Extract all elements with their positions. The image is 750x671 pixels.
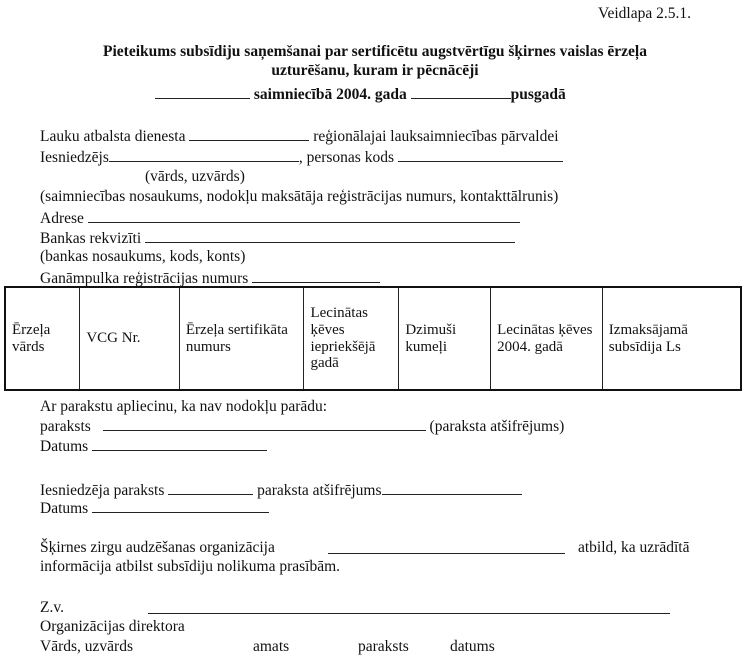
personal-code-blank[interactable]	[398, 148, 563, 162]
footer-name-label: Vārds, uzvārds	[40, 638, 133, 655]
applicant-row	[40, 148, 563, 166]
title-line-3-text: saimniecībā 2004. gada	[253, 86, 407, 103]
personal-code-label: , personas kods	[298, 149, 395, 166]
lad-row	[40, 127, 559, 145]
farm-blank[interactable]	[155, 85, 250, 99]
col-foals-born: Dzimuši kumeļi	[399, 287, 491, 390]
applicant-decode-label: paraksta atšifrējums	[257, 482, 382, 499]
address-row	[40, 209, 520, 227]
name-hint: (vārds, uzvārds)	[145, 168, 245, 185]
title-line-3	[155, 85, 566, 103]
bank-hint: (bankas nosaukums, kods, konts)	[40, 248, 246, 265]
declaration-signature-blank[interactable]	[103, 417, 426, 431]
declaration-signature-decode: (paraksta atšifrējums)	[429, 418, 565, 435]
herd-blank[interactable]	[252, 269, 380, 283]
title-line-2: uzturēšanu, kuram ir pēcnācēji	[271, 62, 479, 79]
declaration-date-blank[interactable]	[92, 437, 267, 451]
breeding-org-blank[interactable]	[328, 540, 565, 554]
applicant-blank[interactable]	[109, 148, 299, 162]
col-stallion-name: Ērzeļa vārds	[5, 287, 80, 390]
col-vcg-nr: VCG Nr.	[80, 287, 180, 390]
breeding-org-label: Šķirnes zirgu audzēšanas organizācija	[40, 539, 275, 556]
applicant-label: Iesniedzējs	[40, 149, 109, 166]
bank-blank[interactable]	[145, 229, 515, 243]
declaration-date-row	[40, 437, 267, 455]
applicant-date-row	[40, 499, 269, 517]
lad-suffix: reģionālajai lauksaimniecības pārvaldei	[313, 128, 559, 145]
address-label: Adrese	[40, 210, 84, 227]
applicant-decode-blank[interactable]	[382, 481, 522, 495]
address-blank[interactable]	[88, 209, 520, 223]
seal-label: Z.v.	[40, 599, 64, 616]
bank-row	[40, 229, 515, 247]
director-signature-line[interactable]	[148, 613, 670, 614]
declaration-signature-label: paraksts	[40, 418, 91, 435]
director-label: Organizācijas direktora	[40, 618, 185, 635]
col-mares-prev-year: Lecinātas ķēves iepriekšējā gadā	[304, 287, 399, 390]
bank-label: Bankas rekvizīti	[40, 230, 142, 247]
table-header-row	[5, 287, 741, 390]
applicant-sign-blank[interactable]	[168, 481, 253, 495]
col-certificate-number: Ērzeļa sertifikāta numurs	[179, 287, 304, 390]
applicant-sign-label: Iesniedzēja paraksts	[40, 482, 165, 499]
breeding-org-suffix: atbild, ka uzrādītā	[578, 539, 690, 556]
lad-prefix: Lauku atbalsta dienesta	[40, 128, 186, 145]
herd-label: Ganāmpulka reģistrācijas numurs	[40, 270, 249, 287]
applicant-date-blank[interactable]	[92, 499, 269, 513]
applicant-sign-row	[40, 481, 522, 499]
title-line-3-end: pusgadā	[510, 86, 566, 103]
applicant-date-label: Datums	[40, 500, 89, 517]
footer-position-label: amats	[253, 638, 290, 655]
col-subsidy-payable: Izmaksājamā subsīdija Ls	[602, 287, 741, 390]
title-line-1: Pieteikums subsīdiju saņemšanai par sertificētu augstvērtīgu šķirnes vaislas ērzeļa	[103, 43, 647, 60]
breeding-org-line2: informācija atbilst subsīdiju nolikuma prasībām.	[40, 558, 341, 575]
form-number: Veidlapa 2.5.1.	[598, 5, 691, 22]
footer-date-label: datums	[450, 638, 495, 655]
declaration-statement: Ar parakstu apliecinu, ka nav nodokļu parādu:	[40, 398, 328, 415]
farm-hint: (saimniecības nosaukums, nodokļu maksātāja reģistrācijas numurs, kontakttālrunis)	[40, 188, 559, 205]
herd-row	[40, 269, 380, 287]
stallion-table	[4, 286, 742, 391]
breeding-org-blank-wrap	[328, 540, 565, 558]
col-mares-2004: Lecinātas ķēves 2004. gadā	[491, 287, 603, 390]
footer-signature-label: paraksts	[358, 638, 409, 655]
lad-blank[interactable]	[189, 127, 309, 141]
declaration-signature-row	[40, 417, 564, 435]
declaration-date-label: Datums	[40, 438, 89, 455]
half-year-blank[interactable]	[411, 85, 511, 99]
